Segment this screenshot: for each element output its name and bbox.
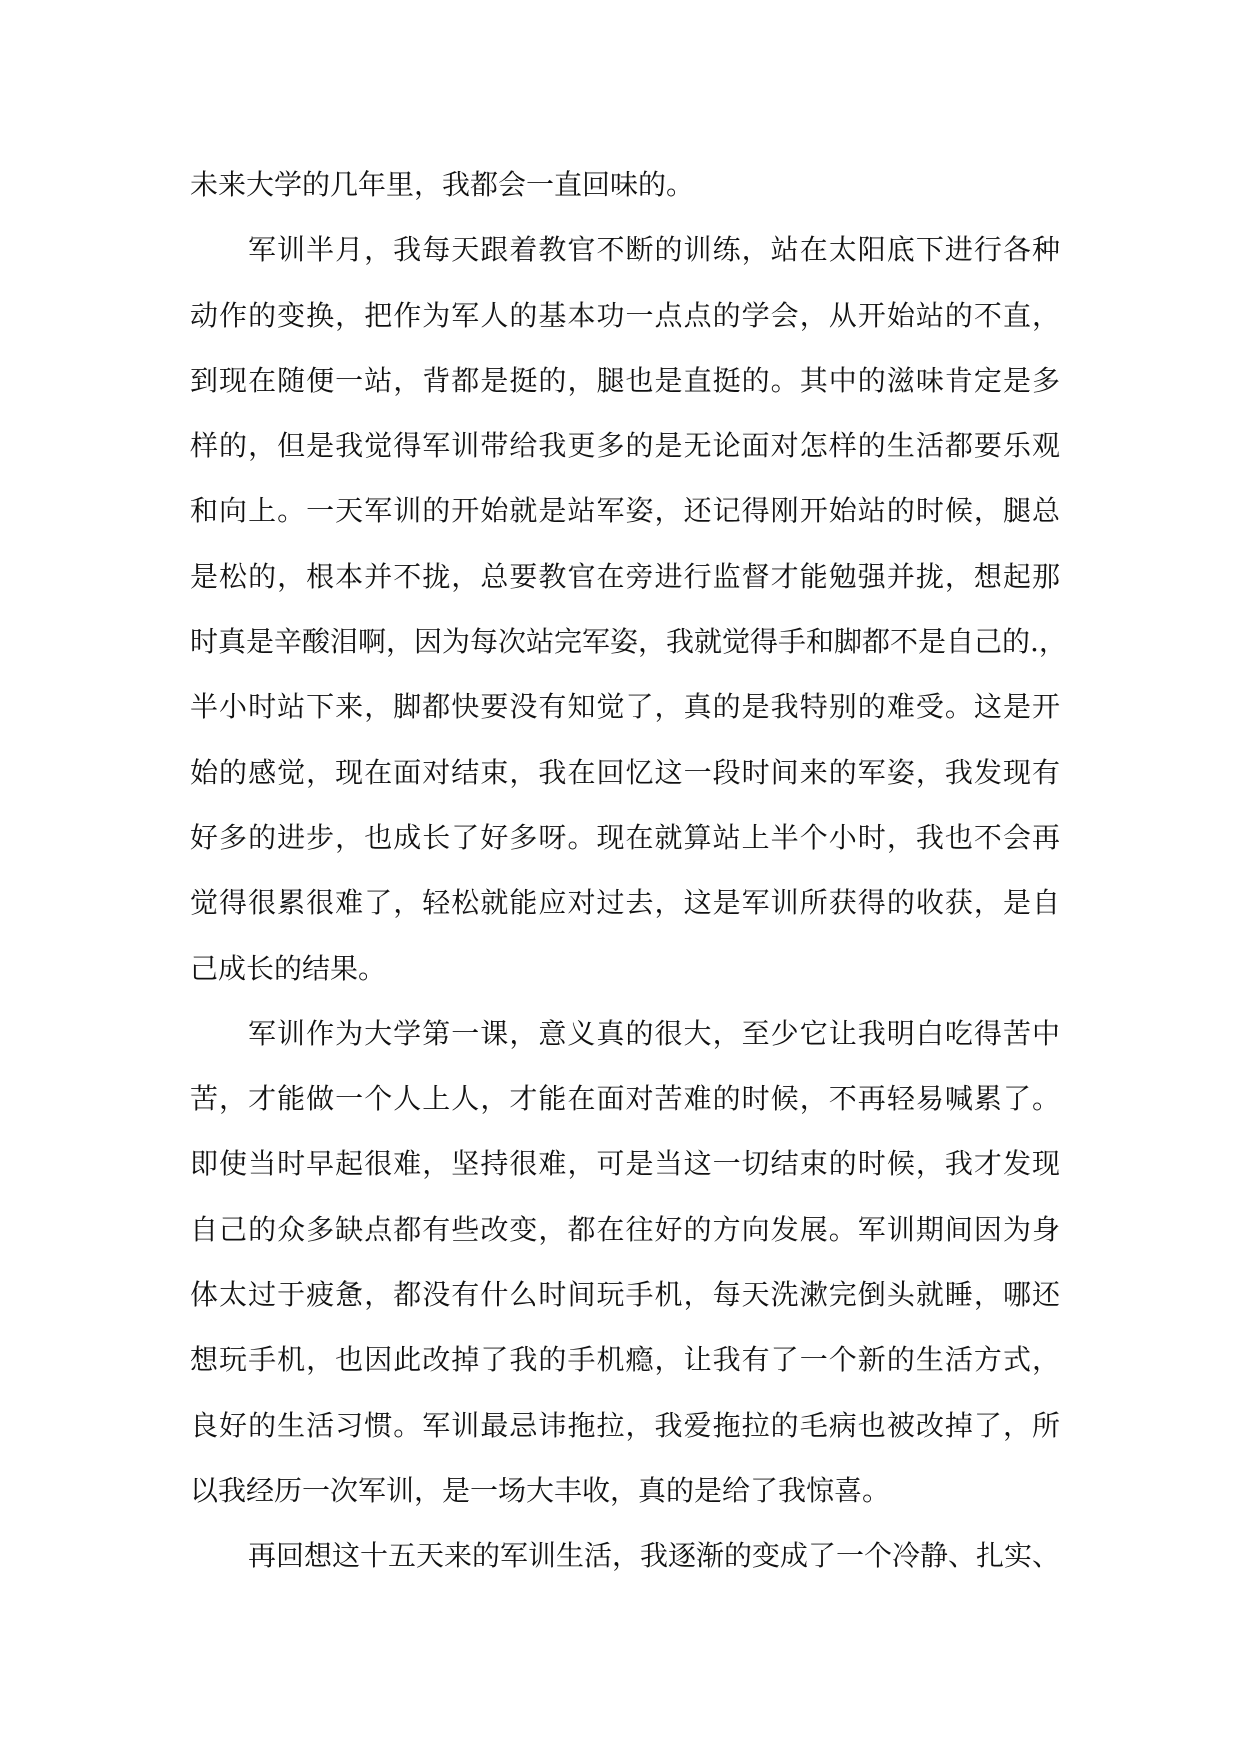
text-line: 己成长的结果。 — [190, 951, 387, 985]
text-line: 半小时站下来，脚都快要没有知觉了，真的是我特别的难受。这是开 — [190, 690, 1060, 724]
text-line: 好多的进步，也成长了好多呀。现在就算站上半个小时，我也不会再 — [190, 820, 1060, 854]
text-line: 时真是辛酸泪啊，因为每次站完军姿，我就觉得手和脚都不是自己的.， — [190, 625, 1067, 659]
text-line: 和向上。一天军训的开始就是站军姿，还记得刚开始站的时候，腿总 — [190, 494, 1060, 528]
text-line: 自己的众多缺点都有些改变，都在往好的方向发展。军训期间因为身 — [190, 1212, 1060, 1246]
paragraph-start-line: 再回想这十五天来的军训生活，我逐渐的变成了一个冷静、扎实、 — [248, 1539, 1061, 1573]
text-line: 觉得很累很难了，轻松就能应对过去，这是军训所获得的收获，是自 — [190, 886, 1060, 920]
text-line: 未来大学的几年里，我都会一直回味的。 — [190, 168, 695, 201]
text-line: 以我经历一次军训，是一场大丰收，真的是给了我惊喜。 — [190, 1473, 891, 1507]
text-line: 体太过于疲惫，都没有什么时间玩手机，每天洗漱完倒头就睡，哪还 — [190, 1278, 1060, 1312]
text-line: 样的，但是我觉得军训带给我更多的是无论面对怎样的生活都要乐观 — [190, 429, 1060, 463]
text-line: 想玩手机，也因此改掉了我的手机瘾，让我有了一个新的生活方式， — [190, 1343, 1060, 1377]
text-line: 动作的变换，把作为军人的基本功一点点的学会，从开始站的不直， — [190, 298, 1060, 332]
text-line: 始的感觉，现在面对结束，我在回忆这一段时间来的军姿，我发现有 — [190, 755, 1060, 789]
text-line: 良好的生活习惯。军训最忌讳拖拉，我爱拖拉的毛病也被改掉了，所 — [190, 1408, 1060, 1442]
text-line: 即使当时早起很难，坚持很难，可是当这一切结束的时候，我才发现 — [190, 1147, 1060, 1181]
body-text — [190, 152, 1067, 1589]
text-line: 苦，才能做一个人上人，才能在面对苦难的时候，不再轻易喊累了。 — [190, 1082, 1060, 1116]
text-line: 是松的，根本并不拢，总要教官在旁进行监督才能勉强并拢，想起那 — [190, 559, 1060, 593]
text-line: 到现在随便一站，背都是挺的，腿也是直挺的。其中的滋味肯定是多 — [190, 363, 1060, 397]
paragraph-start-line: 军训半月，我每天跟着教官不断的训练，站在太阳底下进行各种 — [248, 233, 1060, 267]
paragraph-start-line: 军训作为大学第一课，意义真的很大，至少它让我明白吃得苦中 — [248, 1016, 1060, 1050]
